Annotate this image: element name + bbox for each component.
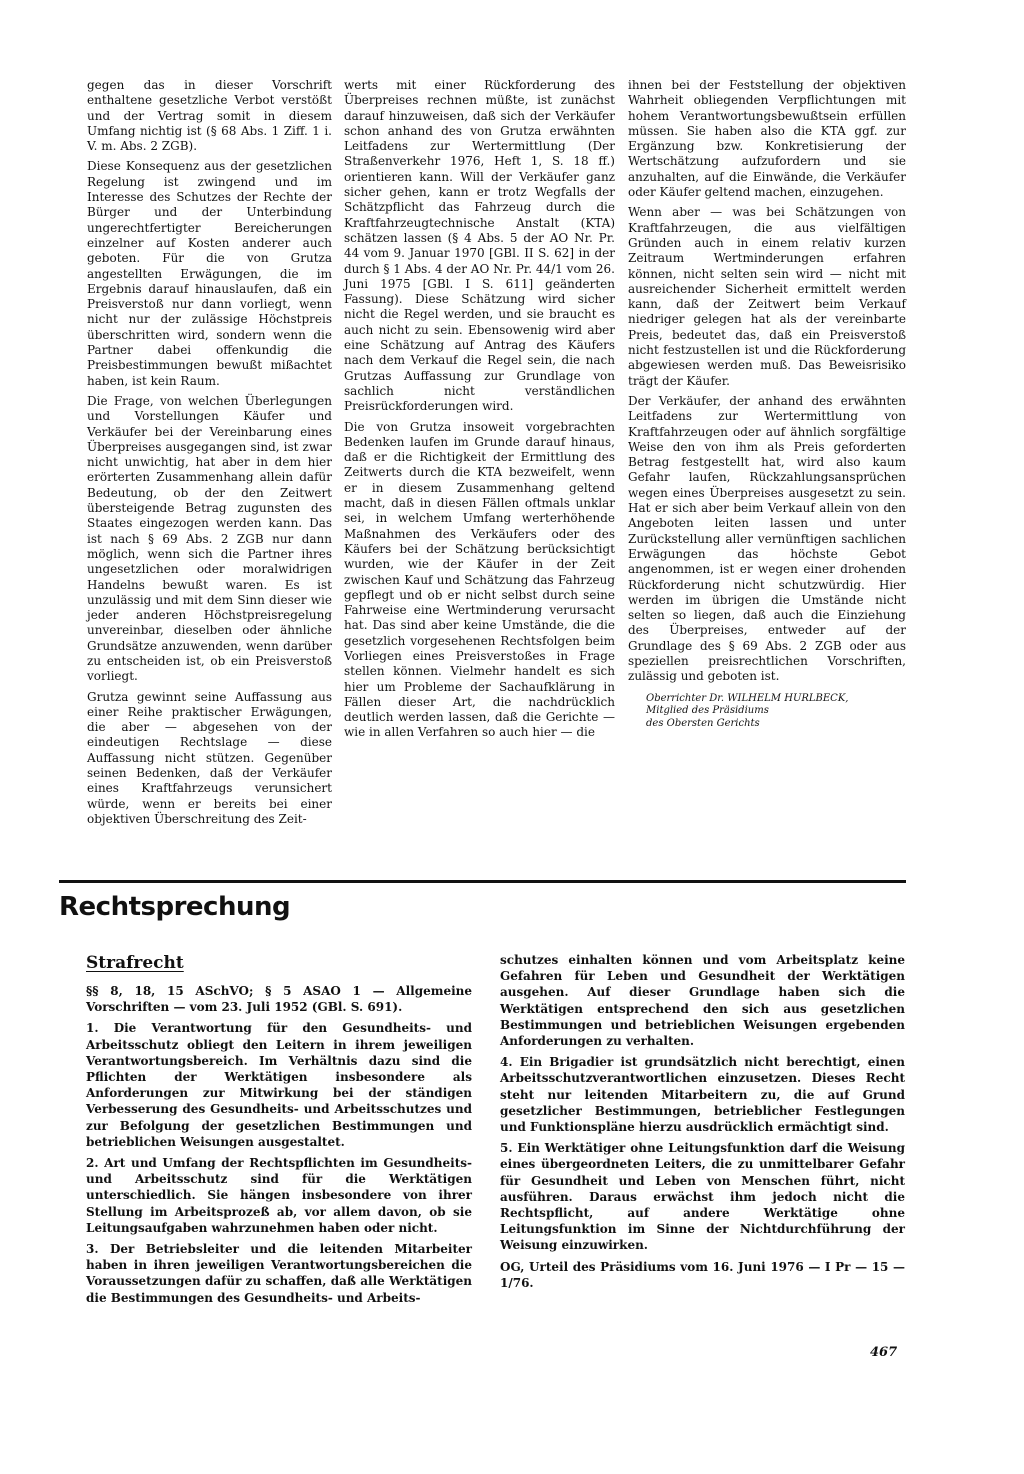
paragraph: werts mit einer Rückforderung des Überpreises rechnen müßte, ist zunächst darauf hinzuweisen, daß sich der Verkäufer schon anhand des von Grutza erwähnten Leitfadens zur Wertermittlung (Der Straßenverkehr 1976, Heft 1, S. 18 ff.) orientieren kann. Will der Verkäufer ganz sicher gehen, kann er trotz Wegfalls der Schätzpflicht das Fahrzeug durch die Kraftfahrzeugtechnische Anstalt (KTA) schätzen lassen (§ 4 Abs. 5 der AO Nr. Pr. 44 vom 9. Januar 1970 [GBl. II S. 62] in der durch § 1 Abs. 4 der AO Nr. Pr. 44/1 vom 26. Juni 1975 [GBl. I S. 611] geänderten Fassung). Diese Schätzung wird sicher nicht die Regel werden, und sie braucht es auch nicht zu sein. Ebensowenig wird aber eine Schätzung auf Antrag des Käufers nach dem Verkauf die Regel sein, die nach Grutzas Auffassung zur Grundlage von sachlich nicht verständlichen Preisrückforderungen wird. (344, 78, 615, 414)
signature-line: Oberrichter Dr. WILHELM HURLBECK, (646, 692, 849, 704)
paragraph: 1. Die Verantwortung für den Gesundheits- und Arbeitsschutz obliegt den Leitern in ihrem jeweiligen Verantwortungsbereich. Im Verhältnis dazu sind die Pflichten der Werktätigen insbesondere als Anforderungen zur Mitwirkung bei der ständigen Verbesserung des Gesundheits- und Arbeitsschutzes und zur Befolgung der gesetzlichen Bestimmungen und betrieblichen Weisungen ausgestaltet. (86, 1021, 472, 1149)
paragraph: Die Frage, von welchen Überlegungen und Vorstellungen Käufer und Verkäufer bei der Vereinbarung eines Überpreises ausgegangen sind, ist zwar nicht unwichtig, hat aber in dem hier erörterten Zusammenhang allein dafür Bedeutung, ob der den Zeitwert übersteigende Betrag zugunsten des Staates eingezogen werden kann. Das ist nach § 69 Abs. 2 ZGB nur dann möglich, wenn sich die Partner ihres ungesetzlichen oder moralwidrigen Handelns bewußt waren. Es ist unzulässig und mit dem Sinn dieser wie jeder anderen Höchstpreisregelung unvereinbar, dieselben oder ähnliche Grundsätze anzuwenden, wenn darüber zu entscheiden ist, ob ein Preisverstoß vorliegt. (87, 393, 332, 684)
paragraph: 3. Der Betriebsleiter und die leitenden Mitarbeiter haben in ihren jeweiligen Verantwortungsbereichen die Voraussetzungen dafür zu schaffen, daß alle Werktätigen die Bestimmungen des Gesundheits- und Arbeits- (86, 1242, 472, 1305)
paragraph: gegen das in dieser Vorschrift enthaltene gesetzliche Verbot verstößt und der Vertrag somit in diesem Umfang nichtig ist (§ 68 Abs. 1 Ziff. 1 i. V. m. Abs. 2 ZGB). (87, 78, 332, 154)
ruling-column-right (500, 952, 905, 1296)
paragraph: Wenn aber — was bei Schätzungen von Kraftfahrzeugen, die aus vielfältigen Gründen auch in einem relativ kurzen Zeitraum Wertminderungen erfahren können, nicht selten sein wird — nicht mit ausreichender Sicherheit ermittelt werden kann, daß der Zeitwert beim Verkauf niedriger gelegen hat als der vereinbarte Preis, bedeutet das, daß ein Preisverstoß nicht festzustellen ist und die Rückforderung abgewiesen werden muß. Das Beweisrisiko trägt der Käufer. (628, 205, 906, 388)
paragraph: schutzes einhalten können und vom Arbeitsplatz keine Gefahren für Leben und Gesundheit der Werktätigen ausgehen. Auf dieser Grundlage haben sich die Werktätigen entsprechend den sich aus gesetzlichen Bestimmungen und betrieblichen Weisungen ergebenden Anforderungen zu verhalten. (500, 953, 905, 1049)
paragraph: ihnen bei der Feststellung der objektiven Wahrheit obliegenden Verpflichtungen mit hohem Verantwortungsbewußtsein erfüllen müssen. Sie haben also die KTA ggf. zur Ergänzung bzw. Konkretisierung der Wertschätzung aufzufordern und sie anzuhalten, auf die Einwände, die Verkäufer oder Käufer geltend machen, einzugehen. (628, 78, 906, 200)
section-title: Rechtsprechung (59, 892, 291, 922)
paragraph: Der Verkäufer, der anhand des erwähnten Leitfadens zur Wertermittlung von Kraftfahrzeugen oder auf ähnlich sorgfältige Weise den von ihm als Preis geforderten Betrag festgestellt hat, wird also kaum Gefahr laufen, Rückzahlungsansprüchen wegen eines Überpreises ausgesetzt zu sein. Hat er sich aber beim Verkauf allein von den Angeboten leiten lassen und unter Zurückstellung aller vernünftigen sachlichen Erwägungen das höchste Gebot angenommen, ist er wegen einer drohenden Rückforderung nicht schutzwürdig. Hier werden im übrigen die Umstände nicht selten so liegen, daß auch die Einziehung des Überpreises, entweder auf der Grundlage des § 69 Abs. 2 ZGB oder aus speziellen preisrechtlichen Vorschriften, zulässig und geboten ist. (628, 393, 906, 684)
signature-line: Mitglied des Präsidiums (646, 705, 769, 717)
paragraph: 4. Ein Brigadier ist grundsätzlich nicht berechtigt, einen Arbeitsschutzverantwortlichen einzusetzen. Dieses Recht steht nur leitenden Mitarbeitern zu, die auf Grund gesetzlicher Bestimmungen, betrieblicher Festlegungen und Funktionspläne hierzu ausdrücklich ermächtigt sind. (500, 1055, 905, 1135)
article-column-2 (344, 78, 615, 746)
court-citation: OG, Urteil des Präsidiums vom 16. Juni 1976 — I Pr — 15 — 1/76. (500, 1259, 905, 1290)
section-divider (59, 880, 906, 883)
author-signature (628, 693, 906, 731)
ruling-column-left (86, 952, 472, 1311)
subheading: Strafrecht (86, 953, 184, 973)
paragraph: 2. Art und Umfang der Rechtspflichten im Gesundheits- und Arbeitsschutz sind für die Werktätigen unterschiedlich. Sie hängen insbesondere von ihrer Stellung im Arbeitsprozeß ab, vor allem davon, ob sie Leitungsaufgaben wahrzunehmen haben oder nicht. (86, 1156, 472, 1235)
paragraph: 5. Ein Werktätiger ohne Leitungsfunktion darf die Weisung eines übergeordneten Leiters, die zu unmittelbarer Gefahr für Gesundheit und Leben von Menschen führt, nicht ausführen. Daraus erwächst ihm jedoch nicht die Rechtspflicht, auf andere Werktätige ohne Leitungsfunktion im Sinne der Nichtdurchführung der Weisung einzuwirken. (500, 1141, 905, 1253)
article-column-3 (628, 78, 906, 730)
legal-reference: §§ 8, 18, 15 ASchVO; § 5 ASAO 1 — Allgemeine Vorschriften — vom 23. Juli 1952 (GBl. S. 691). (86, 984, 472, 1015)
page-number: 467 (870, 1345, 898, 1360)
article-column-1 (87, 78, 332, 832)
signature-line: des Obersten Gerichts (646, 717, 760, 729)
paragraph: Diese Konsequenz aus der gesetzlichen Regelung ist zwingend und im Interesse des Schutzes der Rechte der Bürger und der Unterbindung ungerechtfertigter Bereicherungen einzelner auf Kosten anderer auch geboten. Für die von Grutza angestellten Erwägungen, die im Ergebnis darauf hinauslaufen, daß ein Preisverstoß nur dann vorliegt, wenn nicht nur der zulässige Höchstpreis überschritten wird, sondern wenn die Partner dabei offenkundig die Preisbestimmungen bewußt mißachtet haben, ist kein Raum. (87, 159, 332, 388)
paragraph: Grutza gewinnt seine Auffassung aus einer Reihe praktischer Erwägungen, die aber — abgesehen von der eindeutigen Rechtslage — diese Auffassung nicht stützen. Gegenüber seinen Bedenken, daß der Verkäufer eines Kraftfahrzeugs verunsichert würde, wenn er bereits bei einer objektiven Überschreitung des Zeit- (87, 689, 332, 826)
paragraph: Die von Grutza insoweit vorgebrachten Bedenken laufen im Grunde darauf hinaus, daß er die Richtigkeit der Ermittlung des Zeitwerts durch die KTA bezweifelt, wenn er in diesem Zusammenhang geltend macht, daß in diesen Fällen oftmals unklar sei, in welchem Umfang werterhöhende Maßnahmen des Verkäufers oder des Käufers bei der Schätzung berücksichtigt wurden, wie der Käufer in der Zeit zwischen Kauf und Schätzung das Fahrzeug gepflegt und ob er nicht selbst durch seine Fahrweise eine Wertminderung verursacht hat. Das sind aber keine Umstände, die die gesetzlich vorgesehenen Rechtsfolgen beim Vorliegen eines Preisverstoßes in Frage stellen können. Vielmehr handelt es sich hier um Probleme der Sachaufklärung in Fällen dieser Art, die nachdrücklich deutlich werden lassen, daß die Gerichte — wie in allen Verfahren so auch hier — die (344, 419, 615, 740)
